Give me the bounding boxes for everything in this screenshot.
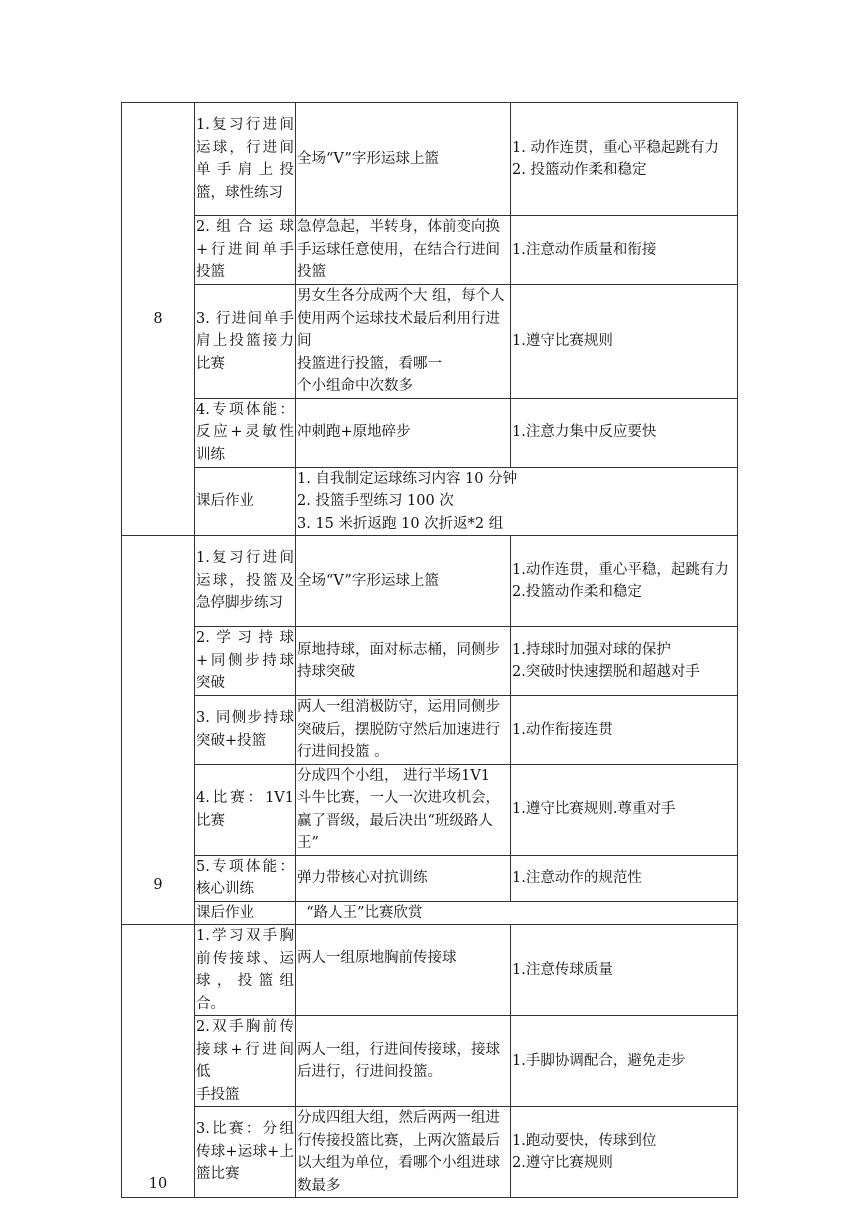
content-cell: 急停急起，半转身，体前变向换手运球任意使用，在结合行进间投篮 [296,216,511,285]
homework-cell: 1. 自我制定运球练习内容 10 分钟 2. 投篮手型练习 100 次 3. 15 米折返跑 10 次折返*2 组 [296,467,738,536]
topic-cell: 4.专项体能：反应+灵敏性训练 [195,398,296,467]
homework-cell: “路人王”比赛欣赏 [296,901,738,925]
table-row [122,901,738,925]
topic-cell: 2.学习持球+同侧步持球突破 [195,627,296,696]
lesson-number: 10 [122,925,195,1198]
lesson-number: 8 [122,103,195,536]
table-row [122,398,738,467]
table-row [122,925,738,1016]
content-cell: 两人一组，行进间传接球，接球后进行，行进间投篮。 [296,1016,511,1107]
table-row [122,855,738,901]
notes-cell: 1.遵守比赛规则 [511,285,738,399]
table-row [122,696,738,765]
lesson-plan-table [121,102,738,1198]
table-row [122,627,738,696]
topic-cell: 3. 行进间单手肩上投篮接力比赛 [195,285,296,399]
content-cell: 两人一组消极防守，运用同侧步突破后，摆脱防守然后加速进行行进间投篮 。 [296,696,511,765]
table-row [122,764,738,855]
topic-cell: 1.学习双手胸前传接球、运球，投篮组合。 [195,925,296,1016]
table-row [122,1107,738,1198]
table-row [122,467,738,536]
homework-label: 课后作业 [195,901,296,925]
table-row [122,103,738,216]
table-row [122,285,738,399]
table-row [122,536,738,627]
topic-cell: 1.复习行进间运球，投篮及急停脚步练习 [195,536,296,627]
notes-cell: 1.注意动作的规范性 [511,855,738,901]
table-row [122,216,738,285]
content-cell: 全场“V”字形运球上篮 [296,536,511,627]
table-row [122,1016,738,1107]
content-cell: 冲刺跑+原地碎步 [296,398,511,467]
topic-cell: 5.专项体能：核心训练 [195,855,296,901]
notes-cell: 1.动作连贯，重心平稳，起跳有力 2.投篮动作柔和稳定 [511,536,738,627]
notes-cell: 1.注意力集中反应要快 [511,398,738,467]
topic-cell: 2.双手胸前传接球+行进间低 手投篮 [195,1016,296,1107]
notes-cell: 1.注意动作质量和衔接 [511,216,738,285]
notes-cell: 1.注意传球质量 [511,925,738,1016]
content-cell: 弹力带核心对抗训练 [296,855,511,901]
notes-cell: 1.动作衔接连贯 [511,696,738,765]
notes-cell: 1. 动作连贯，重心平稳起跳有力 2. 投篮动作柔和稳定 [511,103,738,216]
topic-cell: 3. 同侧步持球突破+投篮 [195,696,296,765]
content-cell: 原地持球，面对标志桶，同侧步持球突破 [296,627,511,696]
topic-cell: 4.比赛：1V1比赛 [195,764,296,855]
notes-cell: 1.跑动要快，传球到位 2.遵守比赛规则 [511,1107,738,1198]
topic-cell: 3.比赛：分组传球+运球+上篮比赛 [195,1107,296,1198]
topic-cell: 1.复习行进间运球，行进间单手肩上投篮，球性练习 [195,103,296,216]
content-cell: 两人一组原地胸前传接球 [296,925,511,1016]
content-cell: 男女生各分成两个大 组，每个人使用两个运球技术最后利用行进间 投篮进行投篮，看哪一 个小组命中次数多 [296,285,511,399]
lesson-number: 9 [122,536,195,925]
homework-label: 课后作业 [195,467,296,536]
topic-cell: 2.组合运球+行进间单手投篮 [195,216,296,285]
content-cell: 全场“V”字形运球上篮 [296,103,511,216]
notes-cell: 1.手脚协调配合，避免走步 [511,1016,738,1107]
content-cell: 分成四个小组， 进行半场1V1 斗牛比赛，一人一次进攻机会，赢了晋级，最后决出“班级路人王” [296,764,511,855]
content-cell: 分成四组大组，然后两两一组进行传接投篮比赛，上两次篮最后以大组为单位，看哪个小组进球数最多 [296,1107,511,1198]
notes-cell: 1.持球时加强对球的保护 2.突破时快速摆脱和超越对手 [511,627,738,696]
notes-cell: 1.遵守比赛规则.尊重对手 [511,764,738,855]
